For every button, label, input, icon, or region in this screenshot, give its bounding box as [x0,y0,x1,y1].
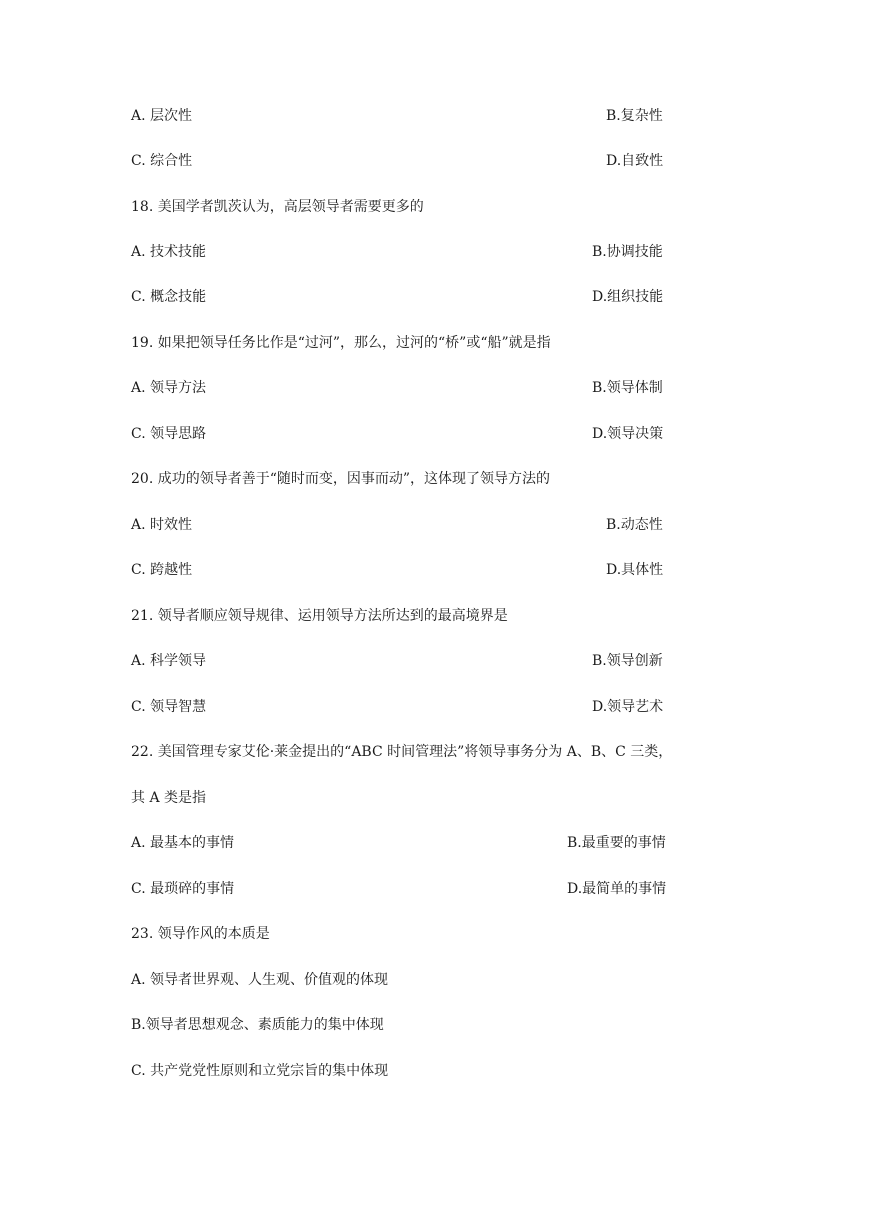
q18-option-d: D.组织技能 [592,289,664,305]
q20-stem: 20. 成功的领导者善于“随时而变，因事而动”，这体现了领导方法的 [131,471,551,487]
q22-stem-continued: 其 A 类是指 [131,790,207,806]
q22-option-b: B.最重要的事情 [567,835,666,851]
q17-option-a: A. 层次性 [131,108,193,124]
q18-option-a: A. 技术技能 [131,244,207,260]
q21-option-b: B.领导创新 [592,653,663,669]
q17-option-c: C. 综合性 [131,153,193,169]
q20-option-c: C. 跨越性 [131,562,193,578]
q19-option-b: B.领导体制 [592,380,663,396]
q18-option-b: B.协调技能 [592,244,663,260]
q20-option-d: D.具体性 [606,562,664,578]
q21-stem: 21. 领导者顺应领导规律、运用领导方法所达到的最高境界是 [131,608,508,624]
q20-option-b: B.动态性 [606,517,663,533]
q23-stem: 23. 领导作风的本质是 [131,926,270,942]
q22-option-d: D.最简单的事情 [567,881,667,897]
q21-option-c: C. 领导智慧 [131,699,207,715]
q17-option-d: D.自致性 [606,153,664,169]
q23-option-a: A. 领导者世界观、人生观、价值观的体现 [131,972,389,988]
q17-option-b: B.复杂性 [606,108,663,124]
q20-option-a: A. 时效性 [131,517,193,533]
q22-option-c: C. 最琐碎的事情 [131,881,235,897]
q18-option-c: C. 概念技能 [131,289,207,305]
q22-option-a: A. 最基本的事情 [131,835,235,851]
q22-stem: 22. 美国管理专家艾伦·莱金提出的“ABC 时间管理法”将领导事务分为 A、B、C 三类， [131,744,673,760]
q23-option-b: B.领导者思想观念、素质能力的集中体现 [131,1017,384,1033]
q19-stem: 19. 如果把领导任务比作是“过河”，那么，过河的“桥”或“船”就是指 [131,335,551,351]
q19-option-a: A. 领导方法 [131,380,207,396]
q21-option-a: A. 科学领导 [131,653,207,669]
q23-option-c: C. 共产党党性原则和立党宗旨的集中体现 [131,1063,389,1079]
q21-option-d: D.领导艺术 [592,699,664,715]
q19-option-c: C. 领导思路 [131,426,207,442]
q18-stem: 18. 美国学者凯茨认为，高层领导者需要更多的 [131,199,424,215]
q19-option-d: D.领导决策 [592,426,664,442]
